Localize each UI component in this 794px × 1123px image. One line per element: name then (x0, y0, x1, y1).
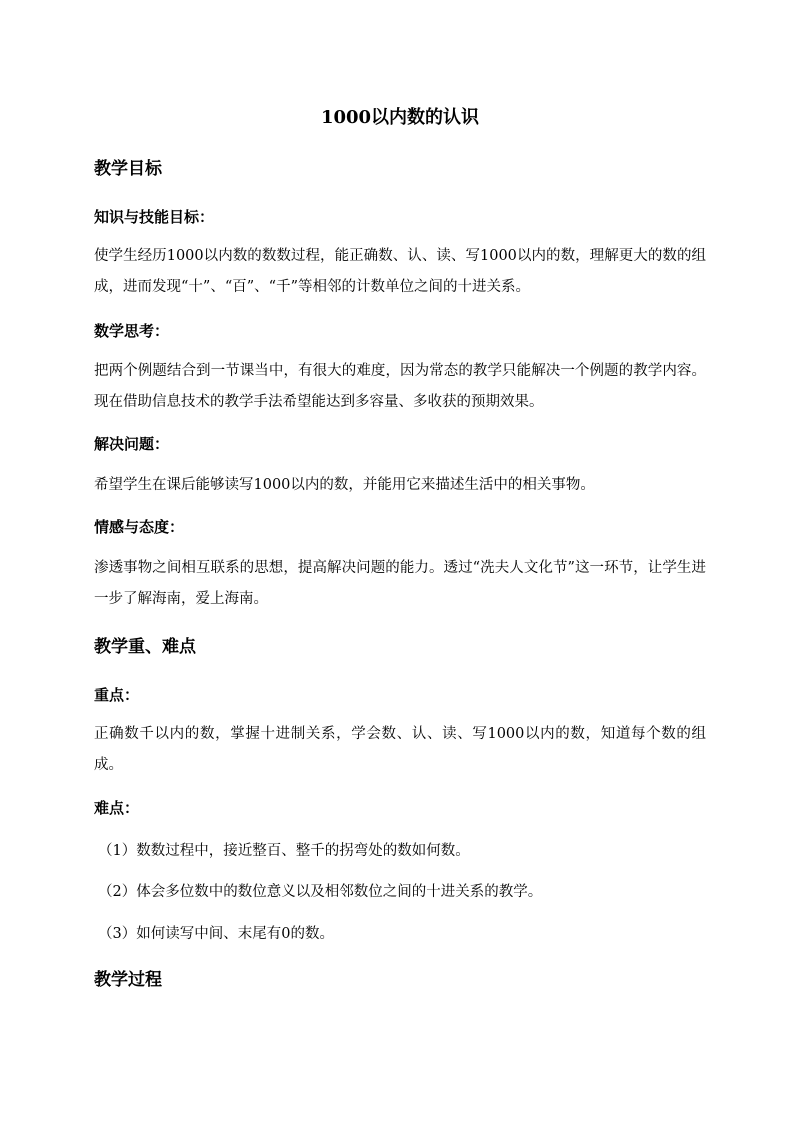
subheading-knowledge: 知识与技能目标： (94, 208, 215, 226)
subheading-solving: 解决问题： (94, 435, 170, 453)
section-heading-process: 教学过程 (94, 970, 162, 990)
paragraph-key: 正确数千以内的数，掌握十进制关系，学会数、认、读、写1000以内的数，知道每个数的组成。 (94, 726, 706, 773)
subheading-key: 重点： (94, 686, 140, 704)
document-page (94, 0, 706, 1123)
subheading-thinking: 数学思考： (94, 322, 170, 340)
section-heading-objectives: 教学目标 (94, 159, 162, 179)
list-item-difficult-2: （2）体会多位数中的数位意义以及相邻数位之间的十进关系的教学。 (98, 884, 543, 900)
subheading-attitude: 情感与态度： (94, 518, 185, 536)
list-item-difficult-3: （3）如何读写中间、末尾有0的数。 (98, 926, 334, 942)
paragraph-thinking: 把两个例题结合到一节课当中，有很大的难度，因为常态的教学只能解决一个例题的教学内容。现在借助信息技术的教学手法希望能达到多容量、多收获的预期效果。 (94, 363, 706, 410)
paragraph-knowledge: 使学生经历1000以内数的数数过程，能正确数、认、读、写1000以内的数，理解更大的数的组成，进而发现“十”、“百”、“千”等相邻的计数单位之间的十进关系。 (94, 248, 706, 295)
page-title: 1000以内数的认识 (320, 107, 480, 128)
paragraph-solving: 希望学生在课后能够读写1000以内的数，并能用它来描述生活中的相关事物。 (94, 477, 595, 493)
subheading-difficult: 难点： (94, 799, 140, 817)
list-item-difficult-1: （1）数数过程中，接近整百、整千的拐弯处的数如何数。 (98, 843, 470, 859)
paragraph-attitude: 渗透事物之间相互联系的思想，提高解决问题的能力。透过“冼夫人文化节”这一环节，让学生进一步了解海南，爱上海南。 (94, 560, 706, 607)
section-heading-keypoints: 教学重、难点 (94, 637, 196, 657)
